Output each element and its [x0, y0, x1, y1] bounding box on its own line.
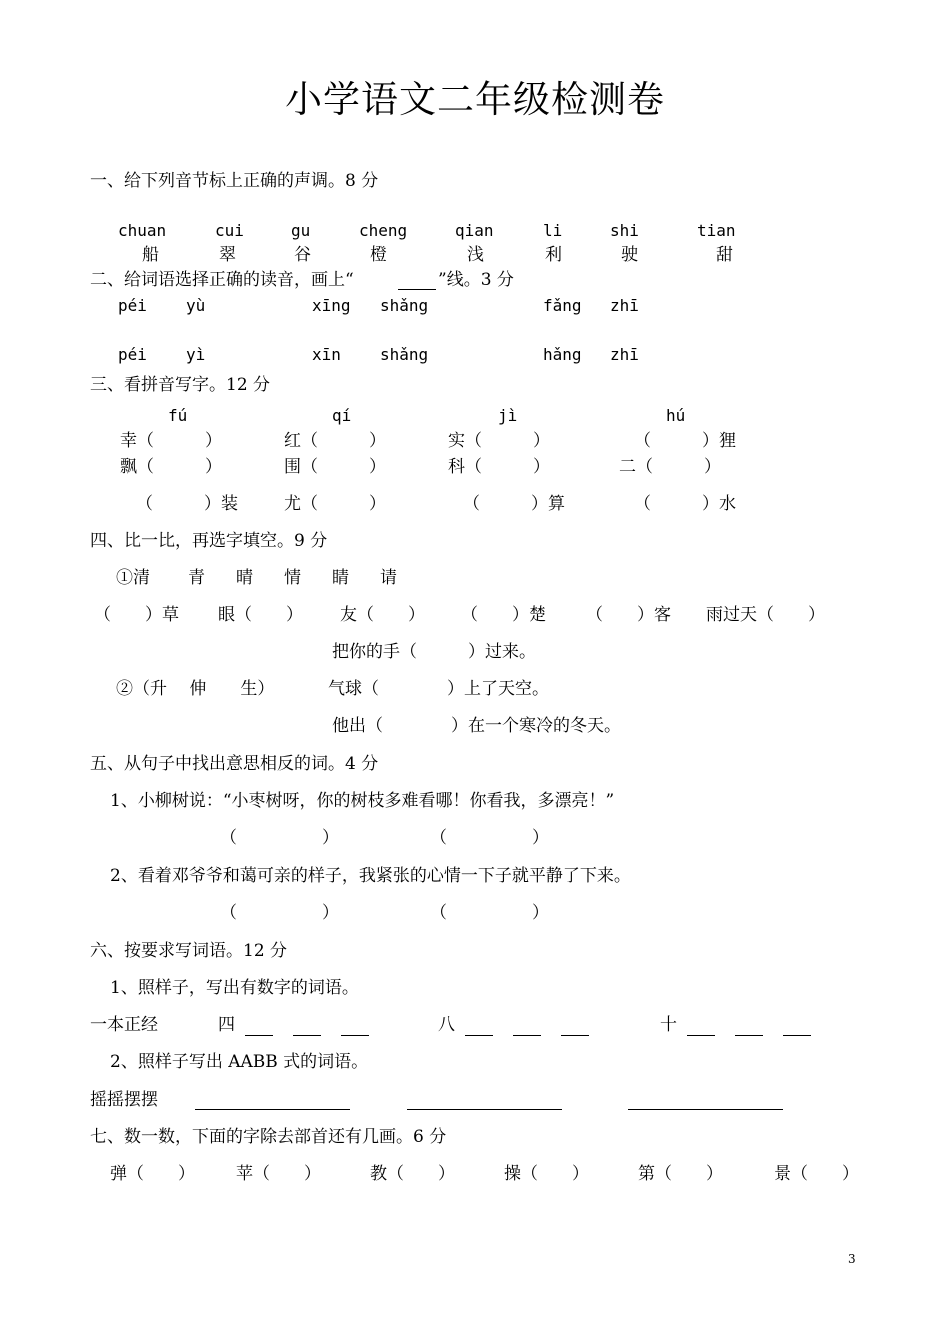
s3-item: 围（ ） [284, 457, 386, 477]
s4-blank-item: （ ）草 [94, 605, 179, 625]
s5-answer-blank: （ ） [430, 828, 549, 848]
s3-item: 二（ ） [619, 457, 721, 477]
s3-item: 尤（ ） [284, 494, 386, 514]
section-2-heading-b: ”线。3 分 [438, 270, 514, 290]
s5-answer-blank: （ ） [220, 828, 339, 848]
s7-item: 苹（ ） [236, 1164, 321, 1184]
s3-item: 科（ ） [448, 457, 550, 477]
s4-sentence: 他出（ ）在一个寒冷的冬天。 [332, 716, 621, 736]
s3-pinyin: qí [332, 406, 352, 425]
s4-blank-item: （ ）楚 [461, 605, 546, 625]
answer-line[interactable] [195, 1109, 350, 1110]
s3-item: （ ）装 [136, 494, 238, 514]
s1-char: 谷 [294, 245, 311, 265]
s1-pinyin: li [543, 221, 563, 240]
s2-pinyin: zhī [610, 296, 639, 315]
s3-pinyin: hú [666, 406, 686, 425]
answer-line[interactable] [245, 1035, 273, 1036]
s3-item: 实（ ） [448, 431, 550, 451]
s1-pinyin: gu [291, 221, 311, 240]
s5-question-2: 2、看着邓爷爷和蔼可亲的样子，我紧张的心情一下子就平静了下来。 [110, 866, 631, 886]
s3-item: 飘（ ） [120, 457, 222, 477]
s1-char: 浅 [467, 245, 484, 265]
s2-pinyin: hǎng [543, 345, 582, 364]
s6-number: 十 [660, 1015, 677, 1035]
answer-line[interactable] [687, 1035, 715, 1036]
page-number: 3 [848, 1252, 856, 1266]
s3-pinyin: fú [168, 406, 188, 425]
s1-char: 橙 [370, 245, 387, 265]
s4-char-option: 晴 [236, 568, 253, 588]
s1-char: 驶 [621, 245, 638, 265]
s7-item: 第（ ） [638, 1164, 723, 1184]
s2-pinyin: xīng [312, 296, 351, 315]
section-3-heading: 三、看拼音写字。12 分 [90, 375, 271, 395]
s1-pinyin: chuan [118, 221, 167, 240]
answer-line[interactable] [407, 1109, 562, 1110]
s2-pinyin: péi [118, 345, 147, 364]
answer-line[interactable] [628, 1109, 783, 1110]
s1-char: 船 [142, 245, 159, 265]
section-7-heading: 七、数一数，下面的字除去部首还有几画。6 分 [90, 1127, 447, 1147]
s3-item: （ ）算 [463, 494, 565, 514]
s1-pinyin: tian [697, 221, 736, 240]
s6-example-1: 一本正经 [90, 1015, 158, 1035]
s4-sentence: 把你的手（ ）过来。 [332, 642, 536, 662]
s2-pinyin: shǎng [380, 345, 429, 364]
s1-pinyin: cui [215, 221, 244, 240]
s5-answer-blank: （ ） [220, 903, 339, 923]
s4-char-option: 情 [284, 568, 301, 588]
section-5-heading: 五、从句子中找出意思相反的词。4 分 [90, 754, 379, 774]
s6-example-2: 摇摇摆摆 [90, 1090, 158, 1110]
s6-question-2: 2、照样子写出 AABB 式的词语。 [110, 1052, 369, 1072]
answer-line[interactable] [293, 1035, 321, 1036]
answer-line[interactable] [513, 1035, 541, 1036]
s3-pinyin: jì [498, 406, 518, 425]
answer-line[interactable] [735, 1035, 763, 1036]
s3-item: 红（ ） [284, 431, 386, 451]
section-1-heading: 一、给下列音节标上正确的声调。8 分 [90, 171, 379, 191]
answer-line[interactable] [465, 1035, 493, 1036]
s2-pinyin: fǎng [543, 296, 582, 315]
s6-number: 八 [438, 1015, 455, 1035]
answer-line[interactable] [561, 1035, 589, 1036]
s4-char-option: 睛 [332, 568, 349, 588]
s7-item: 景（ ） [774, 1164, 859, 1184]
section-2-heading-a: 二、给词语选择正确的读音，画上“ [90, 270, 354, 290]
s5-answer-blank: （ ） [430, 903, 549, 923]
s6-question-1: 1、照样子，写出有数字的词语。 [110, 978, 359, 998]
s7-item: 教（ ） [370, 1164, 455, 1184]
s3-item: 幸（ ） [120, 431, 222, 451]
s1-char: 利 [545, 245, 562, 265]
s2-pinyin: péi [118, 296, 147, 315]
s4-options-2: ②（升 伸 生） [116, 679, 275, 699]
answer-line[interactable] [783, 1035, 811, 1036]
s1-char: 甜 [716, 245, 733, 265]
page-title: 小学语文二年级检测卷 [285, 78, 665, 121]
answer-line[interactable] [341, 1035, 369, 1036]
s4-char-option: ①清 [116, 568, 150, 588]
s1-pinyin: qian [455, 221, 494, 240]
s1-pinyin: shi [610, 221, 639, 240]
section-6-heading: 六、按要求写词语。12 分 [90, 941, 288, 961]
s3-item: （ ）水 [634, 494, 736, 514]
s4-blank-item: （ ）客 [586, 605, 671, 625]
s4-char-option: 请 [380, 568, 397, 588]
s7-item: 弹（ ） [110, 1164, 195, 1184]
s4-blank-item: 友（ ） [340, 605, 425, 625]
s2-pinyin: yù [186, 296, 206, 315]
s4-blank-item: 眼（ ） [218, 605, 303, 625]
s4-sentence: 气球（ ）上了天空。 [328, 679, 549, 699]
s4-blank-item: 雨过天（ ） [706, 605, 825, 625]
s3-item: （ ）狸 [634, 431, 736, 451]
section-4-heading: 四、比一比，再选字填空。9 分 [90, 531, 328, 551]
s4-char-option: 青 [188, 568, 205, 588]
s2-pinyin: yì [186, 345, 206, 364]
s1-pinyin: cheng [359, 221, 408, 240]
s6-number: 四 [218, 1015, 235, 1035]
s7-item: 操（ ） [504, 1164, 589, 1184]
underline-sample [398, 289, 436, 290]
s2-pinyin: xīn [312, 345, 341, 364]
s2-pinyin: shǎng [380, 296, 429, 315]
s2-pinyin: zhī [610, 345, 639, 364]
s5-question-1: 1、小柳树说：“小枣树呀，你的树枝多难看哪！你看我，多漂亮！” [110, 791, 615, 811]
s1-char: 翠 [219, 245, 236, 265]
